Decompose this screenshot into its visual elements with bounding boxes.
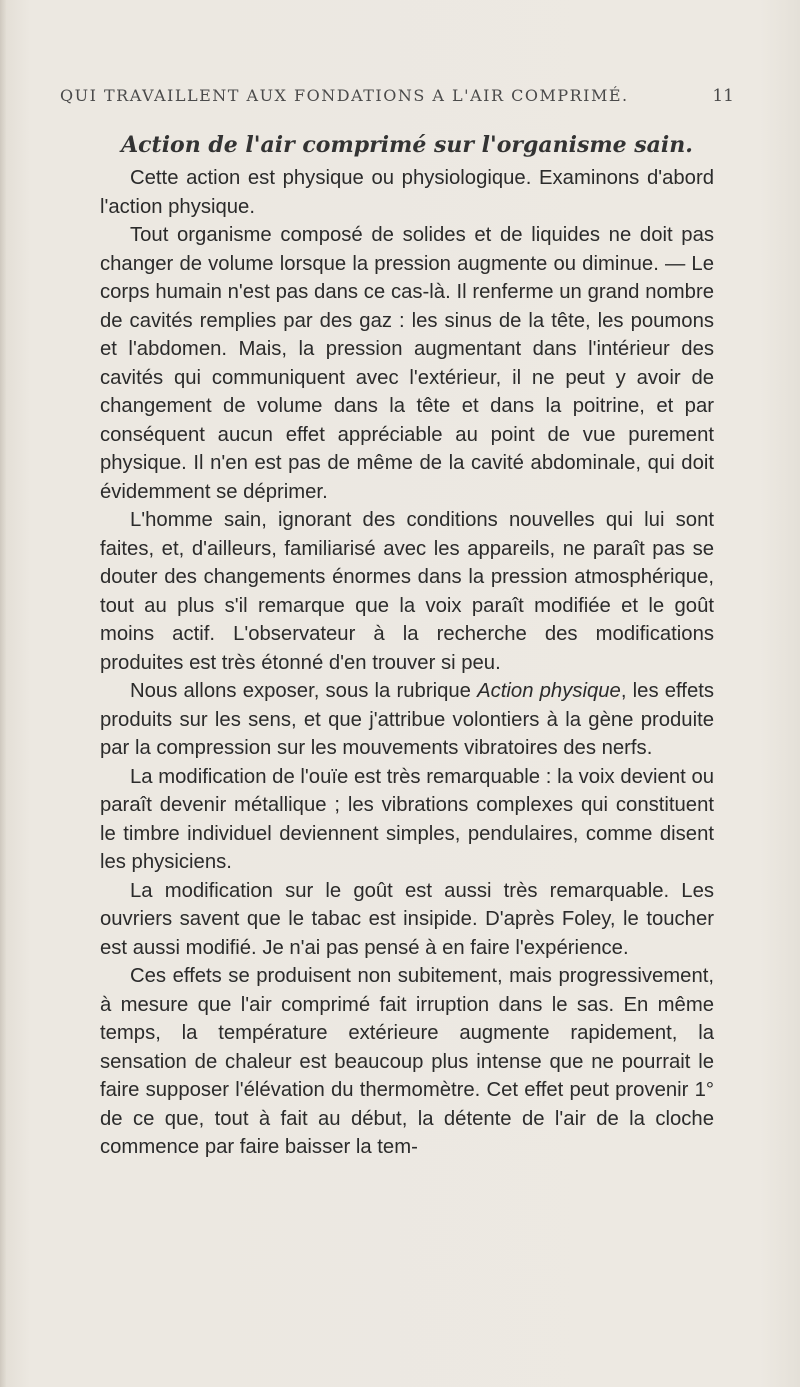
text-block (100, 130, 714, 1162)
rubrique-emphasis: Action physique (477, 680, 621, 702)
paragraph-rubrique-after: , les effets produits sur les sens, et que j'attribue volontiers à la gène produite par la compression sur les mouvements vibratoires des nerfs. (100, 680, 714, 759)
section-title: Action de l'air comprimé sur l'organisme sain. (121, 132, 693, 158)
paragraph-rubrique-before: Nous allons exposer, sous la rubrique (130, 680, 478, 702)
paragraph-ouie: La modification de l'ouïe est très remarquable : la voix devient ou paraît devenir métallique ; les vibrations complexes qui constituent le timbre individuel deviennent simples, pendulaires, comme disent les physiciens. (100, 765, 714, 873)
running-head-title: QUI TRAVAILLENT AUX FONDATIONS A L'AIR COMPRIMÉ. (60, 86, 629, 105)
paragraph-homme-sain: L'homme sain, ignorant des conditions nouvelles qui lui sont faites, et, d'ailleurs, familiarisé avec les appareils, ne paraît pas se douter des changements énormes dans la pression atmosphérique, tout au plus s'il remarque que la voix paraît modifiée et le goût moins actif. L'observateur à la recherche des modifications produites est très étonné d'en trouver si peu. (100, 509, 714, 674)
page-number: 11 (712, 86, 734, 106)
paragraph-action-physique: Cette action est physique ou physiologique. Examinons d'abord l'action physique. (100, 167, 714, 218)
paragraph-effets: Ces effets se produisent non subitement, mais progressivement, à mesure que l'air comprimé fait irruption dans le sas. En même temps, la température extérieure augmente rapidement, la sensation de chaleur est beaucoup plus intense que ne pourrait le faire supposer l'élévation du thermomètre. Cet effet peut provenir 1° de ce que, tout à fait au début, la détente de l'air de la cloche commence par faire baisser la tem- (100, 965, 714, 1158)
paragraph-rubrique (100, 677, 714, 763)
paragraph-volume-organisme: Tout organisme composé de solides et de liquides ne doit pas changer de volume lorsque la pression augmente ou diminue. — Le corps humain n'est pas dans ce cas-là. Il renferme un grand nombre de cavités remplies par des gaz : les sinus de la tête, les poumons et l'abdomen. Mais, la pression augmentant dans l'intérieur des cavités qui communiquent avec l'extérieur, il ne peut y avoir de changement de volume dans la tête et dans la poitrine, et par conséquent aucun effet appréciable au point de vue purement physique. Il n'en est pas de même de la cavité abdominale, qui doit évidemment se déprimer. (100, 224, 714, 503)
paragraph-gout: La modification sur le goût est aussi très remarquable. Les ouvriers savent que le tabac est insipide. D'après Foley, le toucher est aussi modifié. Je n'ai pas pensé à en faire l'expérience. (100, 879, 714, 959)
page-gutter (0, 0, 6, 1387)
running-head (60, 86, 740, 112)
